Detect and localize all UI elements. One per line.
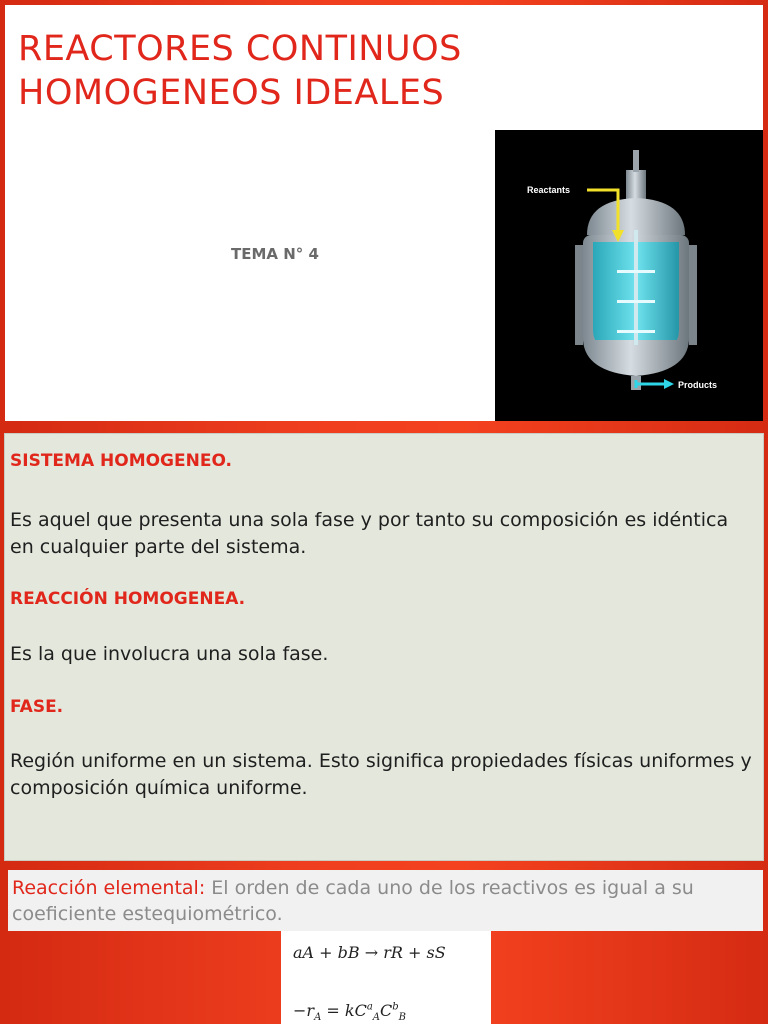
- formula-panel: [281, 931, 491, 1024]
- rate-mid: = kC: [321, 1001, 367, 1020]
- elemental-reaction-slide: [8, 870, 763, 931]
- title-slide: [5, 5, 763, 421]
- reactor-illustration: [495, 130, 763, 421]
- definitions-slide: [4, 433, 764, 861]
- elemental-reaction-text: [12, 875, 757, 927]
- heading-fase: FASE.: [10, 697, 64, 717]
- reactor-figure: [495, 130, 763, 421]
- slide-title: [18, 27, 498, 115]
- text-fase: Región uniforme en un sistema. Esto significa propiedades físicas uniformes y composición química uniforme.: [10, 750, 752, 799]
- cb-exponent: b: [392, 1001, 399, 1013]
- products-label: Products: [678, 380, 718, 390]
- ca-exponent: a: [366, 1001, 373, 1013]
- reactor-lid: [587, 198, 685, 235]
- reactants-label: Reactants: [527, 185, 571, 195]
- cb-symbol: C: [380, 1001, 393, 1020]
- slide-subtitle: TEMA N° 4: [231, 245, 319, 263]
- ca-subscript: A: [372, 1012, 381, 1024]
- heading-reaccion-homogenea: REACCIÓN HOMOGENEA.: [10, 589, 246, 609]
- rate-lhs-sub: A: [314, 1012, 322, 1024]
- rate-equation: [293, 1001, 406, 1023]
- reaction-equation: aA + bB → rR + sS: [293, 943, 446, 962]
- title-line-2: HOMOGENEOS IDEALES: [18, 73, 445, 113]
- text-reaccion-homogenea: Es la que involucra una sola fase.: [10, 643, 329, 665]
- rate-lhs: −r: [293, 1001, 315, 1020]
- heading-sistema-homogeneo: SISTEMA HOMOGENEO.: [10, 451, 233, 471]
- text-sistema-homogeneo: Es aquel que presenta una sola fase y por tanto su composición es idéntica en cualquier parte del sistema.: [10, 509, 729, 558]
- title-line-1: REACTORES CONTINUOS: [18, 29, 462, 69]
- elemental-reaction-label: Reacción elemental:: [12, 877, 206, 899]
- cb-subscript: B: [398, 1012, 407, 1024]
- elemental-reaction-definition: El orden de cada uno de los reactivos es igual a su coeficiente estequiométrico.: [12, 877, 694, 925]
